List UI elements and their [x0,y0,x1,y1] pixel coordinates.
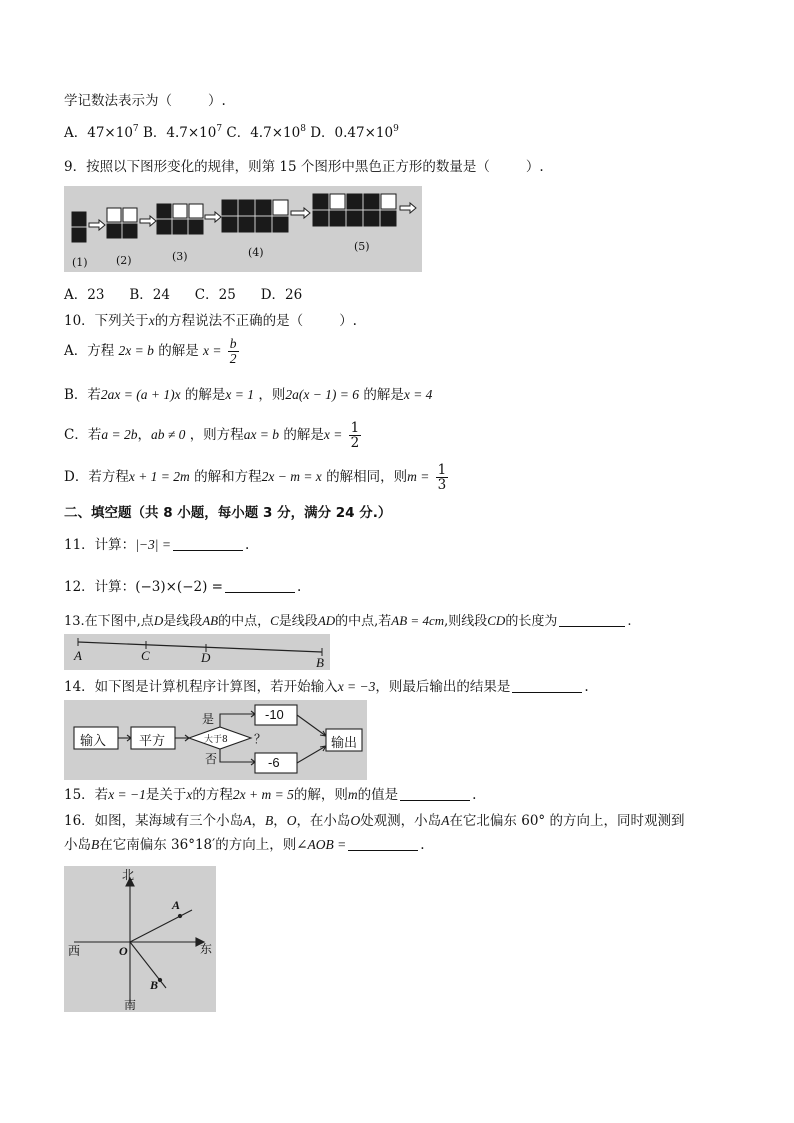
q16-south-label: 南 [124,998,137,1012]
q14-question-mark: ？ [254,732,267,746]
q10-option-d[interactable]: D．若方程x + 1 = 2m 的解和方程2x − m = x 的解相同，则m = $\frac{1}{3}$ [64,462,447,493]
q8-option-a[interactable]: A．$47\times 10^7$ [64,124,139,141]
q9-option-c[interactable]: C．25 [194,287,236,303]
q16-east-label: 东 [200,942,213,956]
q13-point-c: C [141,648,150,663]
q14-no-label: 否 [205,752,218,766]
q16-line2: 小岛B在它南偏东 36°18′的方向上，则∠AOB = . [64,837,425,853]
q16-figure [64,866,216,1012]
q13-answer-blank[interactable] [559,612,625,627]
q9-stem: 9．按照以下图形变化的规律，则第 15 个图形中黑色正方形的数量是（ ）. [64,159,544,175]
q14-bottom-box: -6 [268,755,280,770]
q9-option-b[interactable]: B．24 [129,287,170,303]
q9-option-a[interactable]: A．23 [64,287,105,303]
q13-segment-svg [64,634,330,670]
q9-options [64,286,302,304]
section-title-fill-in: 二、填空题（共 8 小题，每小题 3 分，满分 24 分.） [64,505,392,521]
q16-west-label: 西 [68,944,81,958]
q9-label-2: (2) [116,254,132,267]
q14-flowchart [64,700,367,780]
q10-option-b[interactable]: B．若2ax = (a + 1)x 的解是x = 1 ，则2a(x − 1) = 6 的解是x = 4 [64,387,433,403]
q8-option-c[interactable]: C．$4.7\times 10^8$ [226,124,306,141]
q15-answer-blank[interactable] [400,786,470,801]
q12: 12．计算：(−3)×(−2) = . [64,579,302,595]
q16-line1: 16．如图，某海域有三个小岛A，B，O，在小岛O处观测，小岛A在它北偏东 60° 的方向上，同时观测到 [64,813,685,829]
q16-north-label: 北 [122,868,135,882]
q16-point-b: B [150,978,159,992]
q9-label-1: (1) [72,256,88,269]
q10-option-a[interactable]: A．方程 2x = b 的解是 x = $\frac{b}{2}$ [64,336,237,366]
q16-point-a: A [172,898,181,912]
q11: 11．计算：|−3| = . [64,537,250,553]
q8-stem: 学记数法表示为（ ）. [64,93,226,109]
q8-option-b[interactable]: B．$4.7\times 10^7$ [142,124,223,141]
q14-square-box: 平方 [139,734,166,749]
q14-yes-label: 是 [202,712,215,726]
q10-option-c[interactable]: C．若a = 2b，ab ≠ 0 ，则方程ax = b 的解是x = $\frac{1}{2}$ [64,420,360,451]
q9-label-3: (3) [172,250,188,263]
q15: 15．若x = −1是关于x的方程2x + m = 5的解，则m的值是 . [64,787,477,803]
q8-options [64,124,399,142]
q14-condition: 大于8 [204,735,228,745]
q11-answer-blank[interactable] [173,536,243,551]
q14-top-box: -10 [265,707,284,722]
q13-point-d: D [201,650,211,665]
q13-stem: 13.在下图中,点D是线段AB的中点，C是线段AD的中点,若AB = 4cm,则线段CD的长度为 . [64,613,632,629]
q8-option-d[interactable]: D．$0.47\times 10^9$ [310,124,399,141]
q9-label-5: (5) [354,240,370,253]
q14-output-box: 输出 [331,736,358,751]
q16-point-o: O [119,944,128,958]
q9-label-4: (4) [248,246,264,259]
q14-input-box: 输入 [80,734,107,749]
q16-compass-svg [64,866,216,1012]
q10-stem: 10．下列关于x的方程说法不正确的是（ ）. [64,313,357,329]
q13-point-a: A [74,648,82,663]
q12-answer-blank[interactable] [225,578,295,593]
q16-answer-blank[interactable] [348,836,418,851]
q9-figure [64,186,422,272]
q9-option-d[interactable]: D．26 [260,287,303,303]
q13-figure [64,634,330,670]
q14-answer-blank[interactable] [512,678,582,693]
q14-stem: 14．如下图是计算机程序计算图，若开始输入x = −3，则最后输出的结果是 . [64,679,589,695]
q13-point-b: B [316,655,324,670]
